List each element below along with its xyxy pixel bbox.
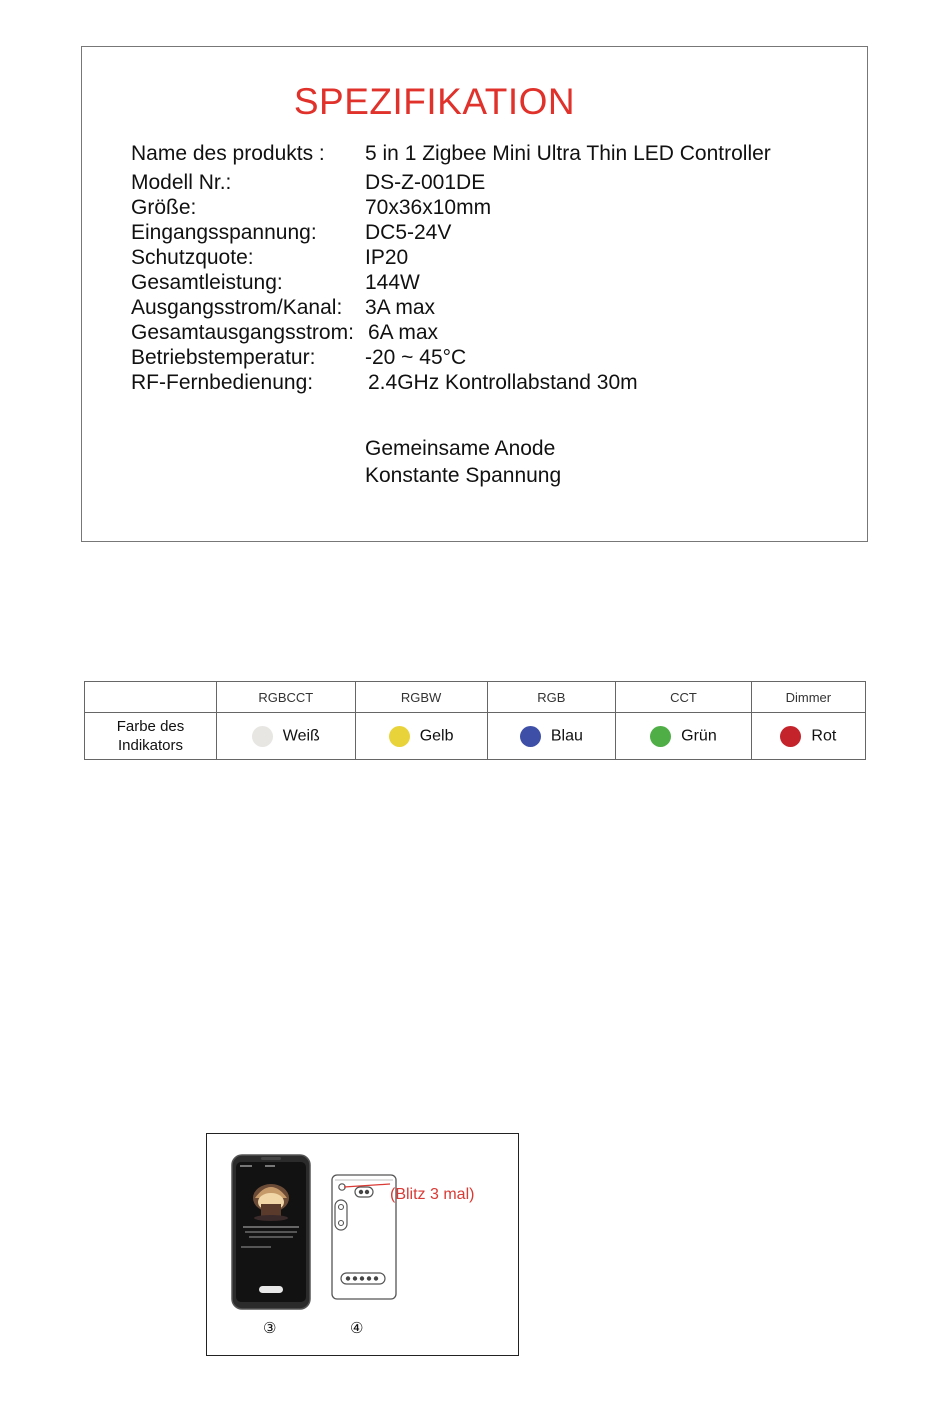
spec-value: 5 in 1 Zigbee Mini Ultra Thin LED Controller <box>365 142 771 165</box>
spec-notes <box>365 435 561 489</box>
mode-header: CCT <box>616 682 752 713</box>
step-3-number: ③ <box>263 1320 277 1337</box>
spec-label: RF-Fernbedienung: <box>131 371 314 394</box>
spec-value: 2.4GHz Kontrollabstand 30m <box>368 371 638 394</box>
spec-label: Eingangsspannung: <box>131 221 317 244</box>
note-constant-voltage: Konstante Spannung <box>365 464 562 487</box>
spec-label: Gesamtleistung: <box>131 271 283 294</box>
specification-box <box>81 46 868 542</box>
spec-value: DC5-24V <box>365 221 452 244</box>
spec-label: Gesamtausgangsstrom: <box>131 321 354 344</box>
color-name: Gelb <box>419 727 454 745</box>
spec-value: -20 ~ 45°C <box>365 346 467 369</box>
mode-header: RGBW <box>355 682 487 713</box>
mode-header: RGB <box>487 682 616 713</box>
color-name: Blau <box>550 727 583 745</box>
red-dot-icon <box>780 726 801 747</box>
table-row <box>85 713 866 760</box>
spec-value: 3A max <box>365 296 436 319</box>
table-corner-cell <box>85 682 217 713</box>
color-name: Rot <box>811 727 837 745</box>
spec-label: Größe: <box>131 196 197 219</box>
pairing-figure <box>206 1133 519 1356</box>
mode-header: Dimmer <box>751 682 865 713</box>
callout-line <box>342 1182 392 1192</box>
table-header-row <box>85 682 866 713</box>
mode-header: RGBCCT <box>217 682 356 713</box>
spec-value: IP20 <box>365 246 409 269</box>
smartphone-icon <box>231 1154 311 1310</box>
white-dot-icon <box>252 726 273 747</box>
spec-value: 70x36x10mm <box>365 196 492 219</box>
indicator-cell-yellow <box>355 713 487 760</box>
color-name: Weiß <box>282 727 320 745</box>
indicator-cell-red <box>751 713 865 760</box>
indicator-row-label: Farbe des Indikators <box>85 713 217 760</box>
blink-callout: (Blitz 3 mal) <box>390 1186 475 1203</box>
spec-value: 144W <box>365 271 420 294</box>
spec-label: Betriebstemperatur: <box>131 346 316 369</box>
green-dot-icon <box>650 726 671 747</box>
spec-label: Ausgangsstrom/Kanal: <box>131 296 343 319</box>
spec-label: Schutzquote: <box>131 246 254 269</box>
color-name: Grün <box>681 727 717 745</box>
spec-label: Name des produkts : <box>131 142 325 165</box>
controller-device-icon <box>331 1174 397 1300</box>
indicator-color-table <box>84 681 866 760</box>
spec-value: DS-Z-001DE <box>365 171 486 194</box>
indicator-cell-white <box>217 713 356 760</box>
blue-dot-icon <box>520 726 541 747</box>
note-common-anode: Gemeinsame Anode <box>365 437 556 460</box>
indicator-cell-green <box>616 713 752 760</box>
spec-title: SPEZIFIKATION <box>293 81 576 122</box>
spec-label: Modell Nr.: <box>131 171 232 194</box>
yellow-dot-icon <box>389 726 410 747</box>
step-4-number: ④ <box>350 1320 364 1337</box>
spec-value: 6A max <box>368 321 439 344</box>
indicator-cell-blue <box>487 713 616 760</box>
